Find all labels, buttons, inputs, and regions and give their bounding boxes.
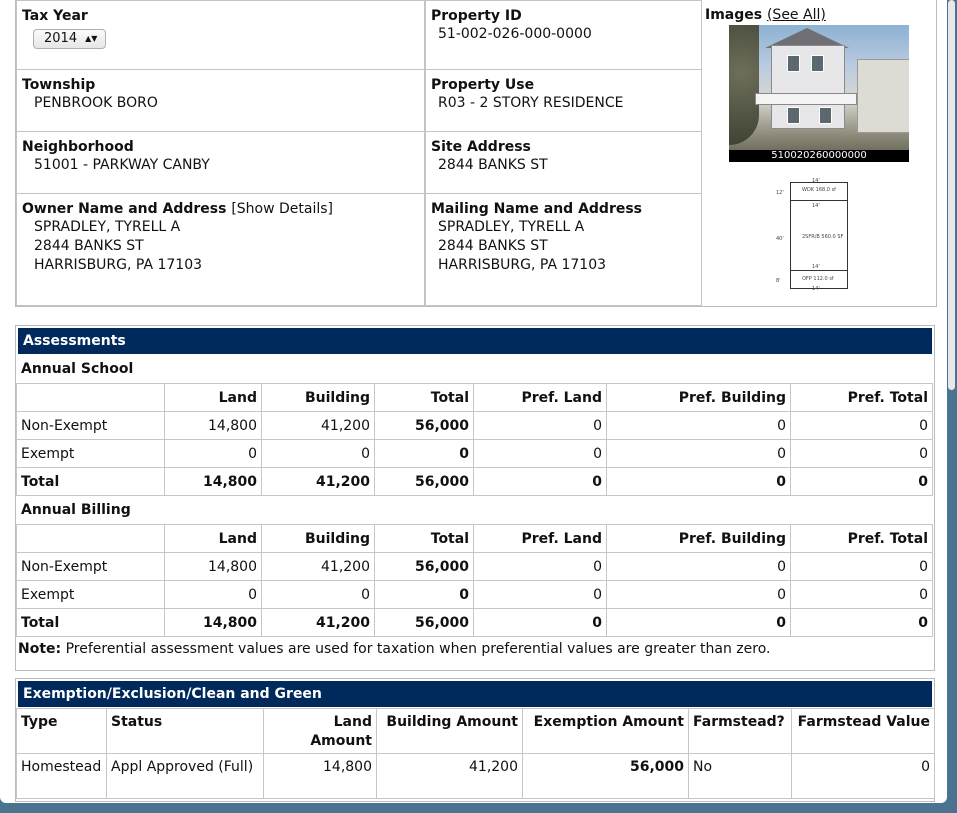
owner-line: 2844 BANKS ST [34,238,144,254]
assessment-note [16,637,934,663]
window-shape [787,55,800,72]
neighbor-house-shape [857,59,909,133]
table-row [17,581,933,609]
site-address-label: Site Address [431,139,531,155]
sketch-divider [790,270,848,271]
table-cell: 41,200 [262,412,375,440]
row-label: Non-Exempt [17,412,165,440]
select-arrows-icon: ▲▼ [85,34,98,43]
table-cell: 0 [165,440,262,468]
neighborhood-cell [16,131,425,194]
column-header: Land Amount [264,709,377,754]
sketch-area-label: 2SFR/B 560.0 SF [802,234,844,240]
column-header: Land [165,384,262,412]
sketch-divider [790,200,848,201]
property-use-cell [425,69,702,132]
table-cell: 0 [791,440,933,468]
table-cell: 56,000 [375,468,474,496]
property-use-label: Property Use [431,77,535,93]
mailing-line: HARRISBURG, PA 17103 [438,257,607,273]
column-header: Exemption Amount [523,709,689,754]
owner-cell [16,193,425,306]
column-header: Pref. Total [791,525,933,553]
table-row [17,468,933,496]
assessments-header: Assessments [16,326,934,355]
table-cell: 0 [791,581,933,609]
building-sketch[interactable] [772,178,902,293]
exemption-table [16,708,935,799]
table-cell: 14,800 [165,468,262,496]
annual-school-table [16,383,933,496]
window-shape [819,107,832,124]
window-shape [811,55,824,72]
table-cell: 0 [607,440,791,468]
mailing-cell [425,193,702,306]
row-label: Exempt [17,581,165,609]
assessments-section [15,325,935,671]
row-label: Total [17,468,165,496]
exemption-section [15,678,935,802]
column-header: Farmstead? [689,709,792,754]
column-header [17,384,165,412]
note-text: Preferential assessment values are used for taxation when preferential values are greater than zero. [61,641,771,657]
table-header-row [17,525,933,553]
tax-year-label: Tax Year [22,8,88,24]
table-cell: 41,200 [262,468,375,496]
annual-school-heading: Annual School [21,361,134,377]
note-label: Note: [18,641,62,657]
table-cell: 0 [607,609,791,637]
mailing-line: SPRADLEY, TYRELL A [438,219,585,235]
table-cell: 0 [607,581,791,609]
table-cell: 0 [375,581,474,609]
row-label: Non-Exempt [17,553,165,581]
table-cell: 0 [607,553,791,581]
table-cell: 0 [474,609,607,637]
township-label: Township [22,77,96,93]
table-cell: 14,800 [264,754,377,799]
table-cell: No [689,754,792,799]
table-cell: 0 [791,468,933,496]
table-cell: 0 [791,553,933,581]
table-cell: Appl Approved (Full) [107,754,264,799]
township-value: PENBROOK BORO [34,95,158,111]
site-address-value: 2844 BANKS ST [438,157,548,173]
tax-year-value: 2014 [44,31,78,46]
table-row [17,412,933,440]
table-cell: 0 [792,754,935,799]
neighborhood-value: 51001 - PARKWAY CANBY [34,157,210,173]
sketch-dimension: 14' [812,264,820,270]
column-header: Pref. Total [791,384,933,412]
see-all-images-link[interactable]: (See All) [766,7,826,23]
sketch-dimension: 14' [812,286,820,292]
column-header: Land [165,525,262,553]
property-id-cell [425,0,702,70]
sketch-dimension: 12' [776,190,784,196]
table-cell: 41,200 [262,553,375,581]
tree-shape [729,25,759,145]
table-row [17,553,933,581]
scrollbar-thumb[interactable] [948,0,955,390]
table-cell: 0 [607,468,791,496]
annual-billing-heading: Annual Billing [21,502,131,518]
table-cell: 0 [607,412,791,440]
mailing-line: 2844 BANKS ST [438,238,548,254]
table-cell: 0 [262,440,375,468]
table-row [17,440,933,468]
row-label: Homestead [17,754,107,799]
owner-label: Owner Name and Address [22,201,227,217]
tax-year-cell [16,0,425,70]
column-header [17,525,165,553]
row-label: Exempt [17,440,165,468]
images-label: Images [705,7,763,23]
table-cell: 0 [474,468,607,496]
township-cell [16,69,425,132]
column-header: Pref. Land [474,384,607,412]
site-address-cell [425,131,702,194]
table-cell: 56,000 [375,609,474,637]
mailing-label: Mailing Name and Address [431,201,643,217]
neighborhood-label: Neighborhood [22,139,134,155]
exemption-header: Exemption/Exclusion/Clean and Green [16,679,934,708]
table-cell: 0 [165,581,262,609]
column-header: Pref. Building [607,384,791,412]
column-header: Building [262,384,375,412]
table-cell: 14,800 [165,553,262,581]
table-header-row [17,384,933,412]
table-cell: 14,800 [165,412,262,440]
table-cell: 14,800 [165,609,262,637]
table-cell: 0 [791,609,933,637]
table-cell: 0 [474,581,607,609]
column-header: Total [375,384,474,412]
table-cell: 0 [791,412,933,440]
house-shape [771,45,845,129]
show-details-link[interactable]: [Show Details] [231,201,334,217]
column-header: Status [107,709,264,754]
sketch-area-label: WDK 168.0 sf [802,187,836,193]
sketch-dimension: 14' [812,178,820,184]
column-header: Farmstead Value [792,709,935,754]
column-header: Pref. Building [607,525,791,553]
column-header: Pref. Land [474,525,607,553]
table-cell: 41,200 [377,754,523,799]
table-row [17,609,933,637]
property-id-value: 51-002-026-000-0000 [438,26,592,42]
table-row [17,754,935,799]
column-header: Type [17,709,107,754]
images-cell [702,0,936,306]
table-cell: 0 [474,412,607,440]
table-cell: 0 [474,553,607,581]
owner-line: HARRISBURG, PA 17103 [34,257,203,273]
tax-year-select[interactable] [33,29,106,49]
column-header: Building [262,525,375,553]
table-cell: 0 [262,581,375,609]
property-id-label: Property ID [431,8,522,24]
sketch-dimension: 40' [776,236,784,242]
property-photo[interactable] [729,25,909,162]
table-cell: 0 [474,440,607,468]
table-cell: 0 [375,440,474,468]
sketch-dimension: 8' [776,278,781,284]
owner-line: SPRADLEY, TYRELL A [34,219,181,235]
porch-shape [755,93,857,105]
annual-billing-table [16,524,933,637]
property-use-value: R03 - 2 STORY RESIDENCE [438,95,624,111]
row-label: Total [17,609,165,637]
window-shape [787,107,800,124]
column-header: Building Amount [377,709,523,754]
property-info-panel [15,0,937,307]
table-cell: 56,000 [375,553,474,581]
sketch-dimension: 14' [812,203,820,209]
sketch-area-label: OFP 112.0 sf [802,276,834,282]
table-cell: 41,200 [262,609,375,637]
table-cell: 56,000 [523,754,689,799]
column-header: Total [375,525,474,553]
table-header-row [17,709,935,754]
table-cell: 56,000 [375,412,474,440]
photo-caption: 510020260000000 [729,150,909,162]
